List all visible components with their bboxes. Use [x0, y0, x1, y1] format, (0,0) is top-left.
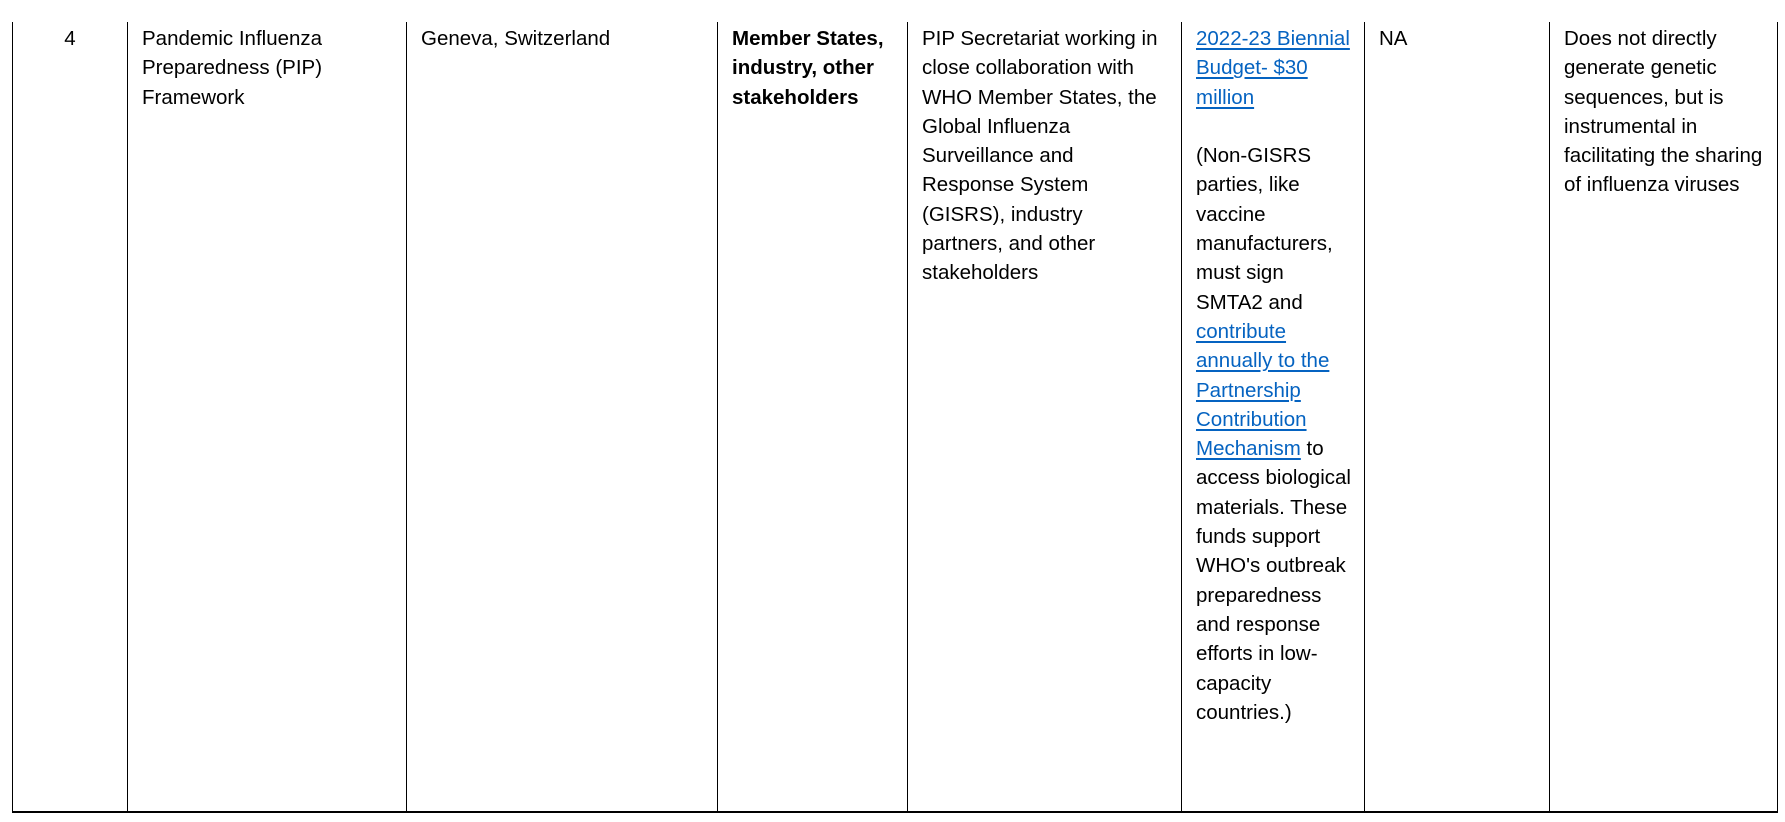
other-value: NA [1379, 27, 1408, 50]
budget-link[interactable]: 2022-23 Biennial Budget- $30 million [1196, 27, 1350, 109]
paragraph-gap [1196, 112, 1351, 141]
organization-governance: PIP Secretariat working in close collaboration with WHO Member States, the Global Influenza Surveillance and Response System (GISRS), industry partners, and other stakeholders [922, 27, 1158, 285]
organization-name: Pandemic Influenza Preparedness (PIP) Framework [142, 27, 323, 109]
governance-cell [908, 22, 1182, 812]
table-row [13, 22, 1778, 812]
organization-role: Does not directly generate genetic sequences, but is instrumental in facilitating the sharing of influenza viruses [1564, 27, 1763, 197]
role-cell [1550, 22, 1778, 812]
budget-note-prefix: (Non-GISRS parties, like vaccine manufacturers, must sign SMTA2 and [1196, 144, 1333, 314]
row-number-cell [13, 22, 128, 812]
location-cell [407, 22, 718, 812]
contribution-mechanism-link[interactable]: contribute annually to the Partnership Contribution Mechanism [1196, 319, 1330, 461]
budget-note-suffix: to access biological materials. These funds support WHO's outbreak preparedness and response efforts in low-capacity countries.) [1196, 437, 1351, 724]
budget-cell [1182, 22, 1365, 812]
organization-members: Member States, industry, other stakeholders [732, 27, 884, 109]
members-cell [718, 22, 908, 812]
name-cell [128, 22, 407, 812]
row-number: 4 [64, 27, 76, 50]
organization-table [12, 22, 1778, 813]
other-cell [1365, 22, 1550, 812]
organization-location: Geneva, Switzerland [421, 27, 611, 50]
